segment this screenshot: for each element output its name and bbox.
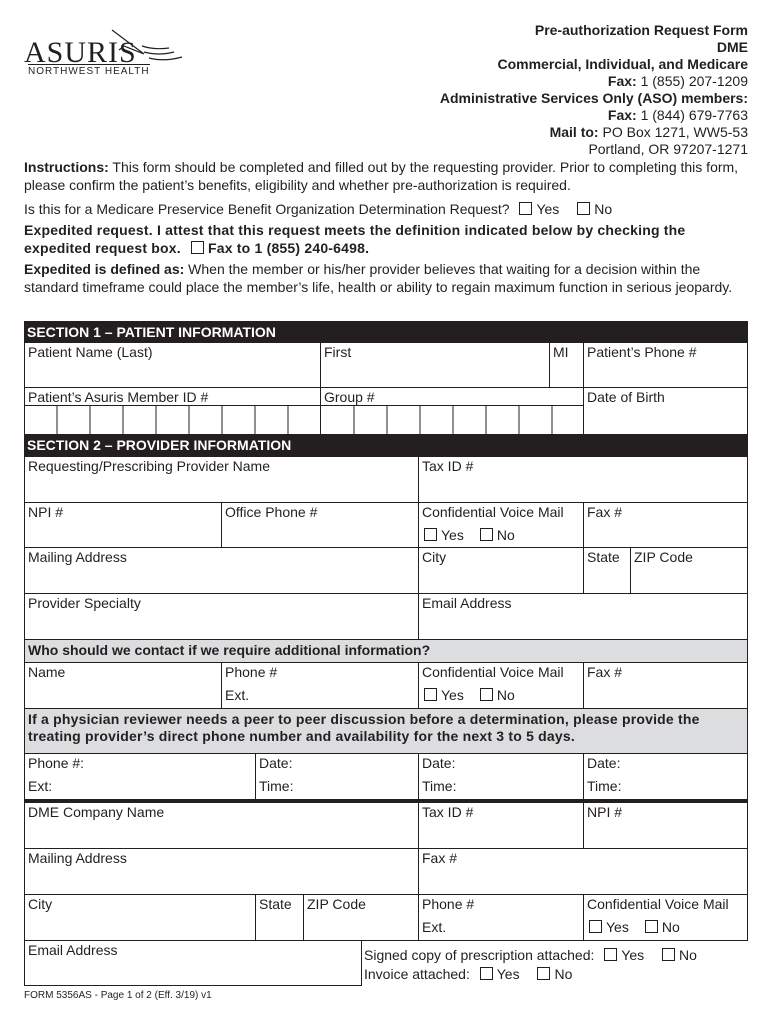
expedited-checkbox[interactable] <box>191 241 204 254</box>
dme-vm-yes-label: Yes <box>606 919 629 935</box>
signed-yes-checkbox[interactable] <box>604 948 617 961</box>
contact-name-label: Name <box>28 664 66 680</box>
form-header <box>440 22 748 158</box>
provider-specialty-field[interactable] <box>24 593 419 640</box>
aso-label: Administrative Services Only (ASO) members: <box>439 90 748 106</box>
provider-state-field[interactable] <box>583 547 631 594</box>
invoice-yes-label: Yes <box>496 966 520 982</box>
office-phone-label: Office Phone # <box>225 504 318 520</box>
dme-company-label: DME Company Name <box>28 804 165 820</box>
provider-voicemail-field <box>418 502 584 548</box>
provider-email-label: Email Address <box>422 595 512 611</box>
provider-zip-label: ZIP Code <box>634 549 693 565</box>
dme-vm-no-label: No <box>661 919 680 935</box>
peer-date1-label: Date: <box>259 755 293 771</box>
signed-no-label: No <box>679 947 697 963</box>
provider-tax-id-label: Tax ID # <box>422 458 474 474</box>
dme-ext-label: Ext. <box>422 919 447 935</box>
provider-email-field[interactable] <box>418 593 748 640</box>
patient-phone-label: Patient’s Phone # <box>587 344 697 360</box>
provider-vm-no-checkbox[interactable] <box>480 528 493 541</box>
peer-ext-label: Ext: <box>28 778 53 794</box>
member-id-label: Patient’s Asuris Member ID # <box>28 389 209 405</box>
signed-no-checkbox[interactable] <box>662 948 675 961</box>
provider-specialty-label: Provider Specialty <box>28 595 141 611</box>
provider-fax-field[interactable] <box>583 502 748 548</box>
dme-vm-no-checkbox[interactable] <box>645 920 658 933</box>
expedited-text: Expedited request. I attest that this request meets the definition indicated below by checking the expedited request box. <box>24 222 686 256</box>
contact-vm-no-label: No <box>496 687 515 703</box>
dme-zip-field[interactable] <box>303 894 419 941</box>
expedited-request <box>24 221 748 257</box>
peer-time1-label: Time: <box>259 778 294 794</box>
patient-last-name-field[interactable] <box>24 342 321 388</box>
dme-zip-label: ZIP Code <box>307 896 366 912</box>
dme-tax-id-field[interactable] <box>418 802 584 849</box>
contact-vm-no-checkbox[interactable] <box>480 688 493 701</box>
fax1-number: 1 (855) 207-1209 <box>640 73 748 89</box>
patient-first-name-field[interactable] <box>320 342 550 388</box>
dme-voicemail-field <box>583 894 748 941</box>
dme-npi-label: NPI # <box>587 804 623 820</box>
id-boxes <box>24 405 584 435</box>
contact-name-field[interactable] <box>24 662 222 709</box>
defined-label: Expedited is defined as: <box>24 261 185 277</box>
provider-mailing-field[interactable] <box>24 547 419 594</box>
form-footer: FORM 5356AS - Page 1 of 2 (Eff. 3/19) v1 <box>24 990 212 1001</box>
provider-fax-label: Fax # <box>587 504 623 520</box>
provider-city-label: City <box>422 549 447 565</box>
fax2-label: Fax: <box>607 107 637 123</box>
signed-yes-label: Yes <box>621 947 645 963</box>
provider-state-label: State <box>587 549 620 565</box>
form-title: Pre-authorization Request Form <box>534 22 748 38</box>
patient-mi-label: MI <box>553 344 569 360</box>
peer-date3-label: Date: <box>587 755 621 771</box>
dme-state-field[interactable] <box>255 894 304 941</box>
provider-vm-yes-checkbox[interactable] <box>424 528 437 541</box>
peer-header: If a physician reviewer needs a peer to peer discussion before a determination, please provide the treating provider’s direct phone number and availability for the next 3 to 5 days. <box>24 708 748 754</box>
fax1-label: Fax: <box>607 73 637 89</box>
asuris-logo <box>24 24 194 84</box>
peer-date3-field[interactable] <box>583 753 748 800</box>
provider-npi-label: NPI # <box>28 504 64 520</box>
dme-phone-label: Phone # <box>422 896 475 912</box>
instructions-label: Instructions: <box>24 159 109 175</box>
dme-vm-yes-checkbox[interactable] <box>589 920 602 933</box>
dme-npi-field[interactable] <box>583 802 748 849</box>
provider-name-field[interactable] <box>24 456 419 503</box>
medicare-no-checkbox[interactable] <box>577 202 590 215</box>
dme-mailing-label: Mailing Address <box>28 850 127 866</box>
group-label: Group # <box>324 389 375 405</box>
dme-fax-label: Fax # <box>422 850 458 866</box>
medicare-question <box>24 200 748 218</box>
expedited-definition <box>24 260 748 296</box>
invoice-label: Invoice attached: <box>364 966 470 982</box>
provider-city-field[interactable] <box>418 547 584 594</box>
logo-subtext: NORTHWEST HEALTH <box>28 66 150 77</box>
defined-text: When the member or his/her provider believes that waiting for a decision within the standard timeframe could place the member’s life, health or ability to regain maximum function in serious jeopardy. <box>24 261 733 295</box>
invoice-yes-checkbox[interactable] <box>480 967 493 980</box>
mail-label: Mail to: <box>549 124 599 140</box>
contact-fax-label: Fax # <box>587 664 623 680</box>
form-plans: Commercial, Individual, and Medicare <box>497 56 748 72</box>
dob-label: Date of Birth <box>587 389 665 405</box>
provider-voicemail-label: Confidential Voice Mail <box>422 504 564 520</box>
contact-ext-label: Ext. <box>225 687 250 703</box>
provider-npi-field[interactable] <box>24 502 222 548</box>
peer-date1-field[interactable] <box>255 753 419 800</box>
provider-name-label: Requesting/Prescribing Provider Name <box>28 458 270 474</box>
contact-phone-label: Phone # <box>225 664 278 680</box>
patient-phone-field[interactable] <box>583 342 748 388</box>
section2-header: SECTION 2 – PROVIDER INFORMATION <box>24 434 748 456</box>
logo-text: ASURIS <box>24 36 137 69</box>
form-subtitle: DME <box>716 39 748 55</box>
provider-mailing-label: Mailing Address <box>28 549 127 565</box>
instructions <box>24 158 748 194</box>
peer-date2-field[interactable] <box>418 753 584 800</box>
peer-phone-field[interactable] <box>24 753 256 800</box>
contact-voicemail-label: Confidential Voice Mail <box>422 664 564 680</box>
peer-phone-label: Phone #: <box>28 755 85 771</box>
provider-zip-field[interactable] <box>630 547 748 594</box>
dme-tax-id-label: Tax ID # <box>422 804 474 820</box>
instructions-text: This form should be completed and filled out by the requesting provider. Prior to completing this form, please confirm the patient’s benefits, eligibility and whether pre-authorization is required. <box>24 159 739 193</box>
dme-phone-field[interactable] <box>418 894 584 941</box>
dme-state-label: State <box>259 896 292 912</box>
mail-line2: Portland, OR 97207-1271 <box>588 141 748 157</box>
fax2-number: 1 (844) 679-7763 <box>640 107 748 123</box>
expedited-fax: Fax to 1 (855) 240-6498. <box>207 240 370 256</box>
peer-time2-label: Time: <box>422 778 457 794</box>
medicare-yes-checkbox[interactable] <box>519 202 532 215</box>
medicare-question-text: Is this for a Medicare Preservice Benefit Organization Determination Request? <box>24 201 510 217</box>
office-phone-field[interactable] <box>221 502 419 548</box>
contact-voicemail-field <box>418 662 584 709</box>
dme-company-field[interactable] <box>24 802 419 849</box>
dme-email-field[interactable] <box>24 940 362 986</box>
contact-phone-field[interactable] <box>221 662 419 709</box>
provider-vm-yes-label: Yes <box>441 527 464 543</box>
attachments-block <box>364 946 697 984</box>
invoice-no-label: No <box>554 966 573 982</box>
signed-copy-label: Signed copy of prescription attached: <box>364 947 595 963</box>
provider-tax-id-field[interactable] <box>418 456 748 503</box>
contact-vm-yes-checkbox[interactable] <box>424 688 437 701</box>
dme-city-field[interactable] <box>24 894 256 941</box>
dme-voicemail-label: Confidential Voice Mail <box>587 896 729 912</box>
invoice-no-checkbox[interactable] <box>537 967 550 980</box>
mail-line1: PO Box 1271, WW5-53 <box>602 124 748 140</box>
dob-field[interactable] <box>583 387 748 435</box>
patient-last-label: Patient Name (Last) <box>28 344 153 360</box>
dme-email-label: Email Address <box>28 942 118 958</box>
contact-fax-field[interactable] <box>583 662 748 709</box>
patient-first-label: First <box>324 344 352 360</box>
contact-vm-yes-label: Yes <box>441 687 464 703</box>
peer-time3-label: Time: <box>587 778 622 794</box>
contact-header: Who should we contact if we require additional information? <box>24 639 748 663</box>
patient-mi-field[interactable] <box>549 342 584 388</box>
dme-mailing-field[interactable] <box>24 848 419 895</box>
id-box-grid <box>24 405 584 435</box>
dme-fax-field[interactable] <box>418 848 748 895</box>
section1-header: SECTION 1 – PATIENT INFORMATION <box>24 321 748 343</box>
peer-date2-label: Date: <box>422 755 456 771</box>
dme-city-label: City <box>28 896 53 912</box>
medicare-no-label: No <box>594 201 613 217</box>
medicare-yes-label: Yes <box>536 201 560 217</box>
provider-vm-no-label: No <box>496 527 515 543</box>
